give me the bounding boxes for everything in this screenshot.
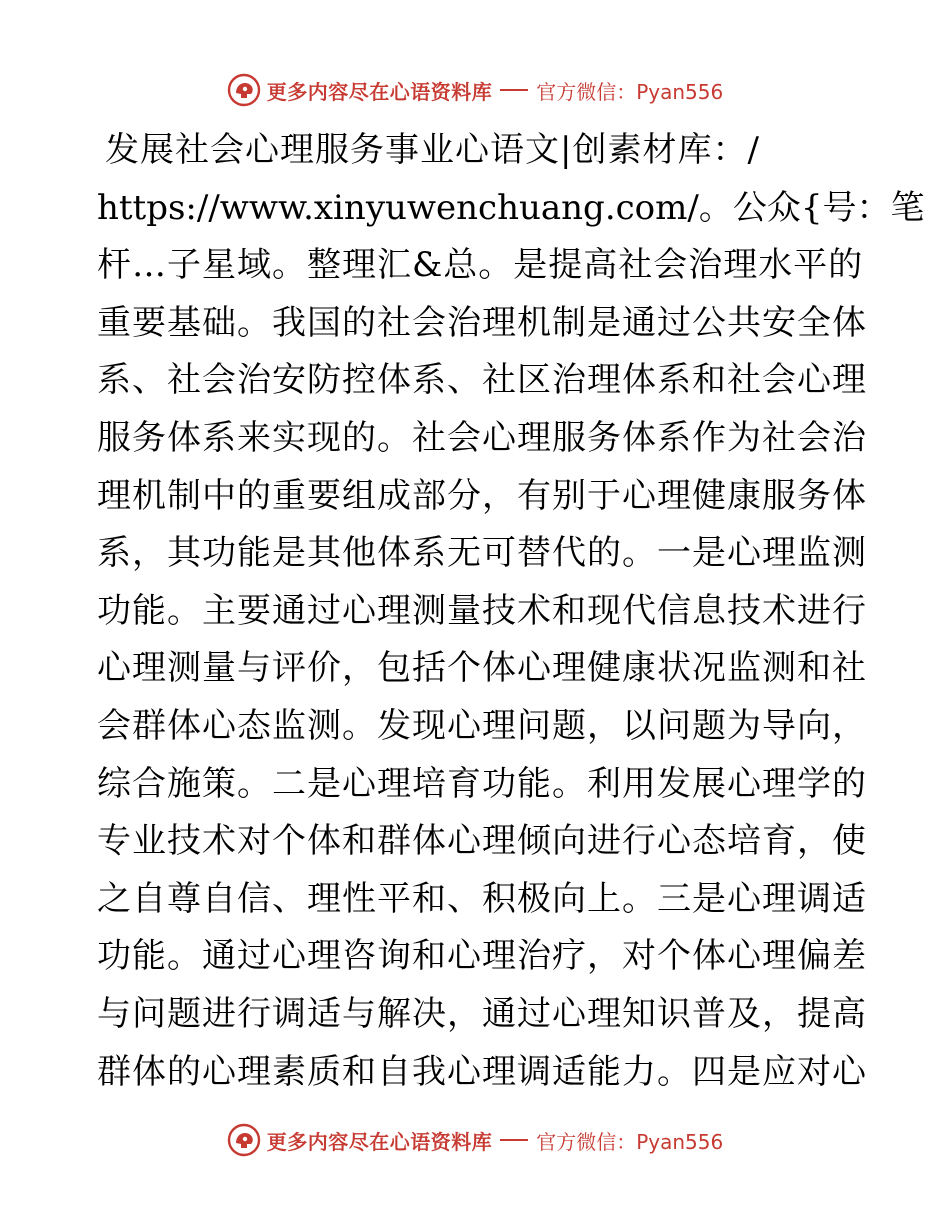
brain-hand-logo-icon xyxy=(227,73,261,107)
brain-hand-logo-icon xyxy=(227,1123,261,1157)
body-line: 心理测量与评价，包括个体心理健康状况监测和社 xyxy=(97,648,867,689)
body-line: 会群体心态监测。发现心理问题，以问题为导向， xyxy=(97,705,867,746)
body-line: 综合施策。二是心理培育功能。利用发展心理学的 xyxy=(97,763,867,804)
body-line: 专业技术对个体和群体心理倾向进行心态培育，使 xyxy=(97,821,867,862)
watermark-text: 更多内容尽在心语资料库 xyxy=(266,1129,493,1154)
body-line: 发展社会心理服务事业心语文|创素材库：/ xyxy=(105,130,760,170)
watermark-dash xyxy=(500,89,528,91)
watermark-dash xyxy=(500,1139,528,1141)
body-line: 功能。主要通过心理测量技术和现代信息技术进行 xyxy=(97,590,867,631)
watermark-contact: 官方微信：Pyan556 xyxy=(536,1129,724,1154)
body-line: 与问题进行调适与解决，通过心理知识普及，提高 xyxy=(97,993,867,1034)
header-watermark xyxy=(0,70,950,110)
body-line: 服务体系来实现的。社会心理服务体系作为社会治 xyxy=(97,417,867,458)
body-line: 重要基础。我国的社会治理机制是通过公共安全体 xyxy=(97,302,867,343)
body-line: 杆…子星域。整理汇&总。是提高社会治理水平的 xyxy=(97,245,864,286)
body-line: 系、社会治安防控体系、社区治理体系和社会心理 xyxy=(97,360,867,401)
body-line: 之自尊自信、理性平和、积极向上。三是心理调适 xyxy=(97,878,867,919)
body-line: https://www.xinyuwenchuang.com/。公众{号：笔 xyxy=(97,187,925,228)
watermark-text: 更多内容尽在心语资料库 xyxy=(266,79,493,104)
watermark-contact: 官方微信：Pyan556 xyxy=(536,79,724,104)
body-line: 群体的心理素质和自我心理调适能力。四是应对心 xyxy=(97,1051,867,1092)
body-line: 系，其功能是其他体系无可替代的。一是心理监测 xyxy=(97,533,867,574)
footer-watermark xyxy=(0,1120,950,1160)
body-line: 功能。通过心理咨询和心理治疗，对个体心理偏差 xyxy=(97,936,867,977)
document-body xyxy=(97,122,925,1101)
body-line: 理机制中的重要组成部分，有别于心理健康服务体 xyxy=(97,475,867,516)
